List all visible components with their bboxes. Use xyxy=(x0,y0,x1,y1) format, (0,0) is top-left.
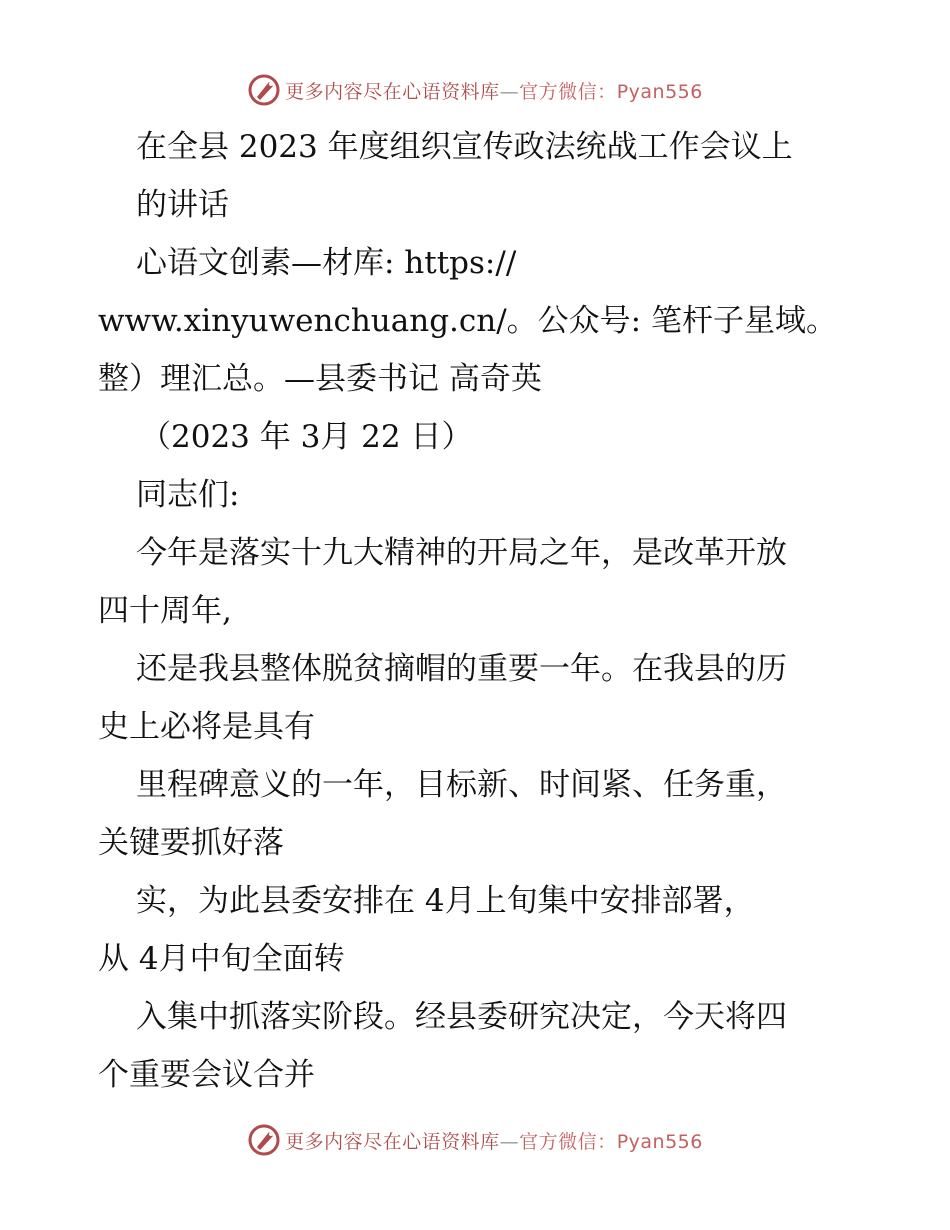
doc-line-para5-cont: 个重要会议合并 xyxy=(98,1057,315,1093)
banner-wechat-label: 官方微信： xyxy=(519,80,617,103)
doc-line-title: 在全县 2023 年度组织宣传政法统战工作会议上 xyxy=(136,129,793,165)
pen-nib-seal-icon xyxy=(247,1123,281,1157)
banner-wechat-label: 官方微信： xyxy=(519,1130,617,1153)
header-banner xyxy=(0,70,950,110)
doc-line-source: 心语文创素—材库: https:// xyxy=(136,245,517,281)
doc-line-title-cont: 的讲话 xyxy=(136,187,229,223)
doc-line-greeting: 同志们: xyxy=(136,477,240,513)
footer-banner xyxy=(0,1120,950,1160)
document-body xyxy=(98,118,858,1104)
banner-dash: — xyxy=(499,80,520,103)
doc-line-para1-cont: 四十周年, xyxy=(98,593,232,629)
doc-line-para5: 入集中抓落实阶段。经县委研究决定，今天将四 xyxy=(136,999,787,1035)
doc-line-url: www.xinyuwenchuang.cn/。公众号: 笔杆子星域。 xyxy=(98,303,837,339)
header-banner-text xyxy=(285,77,703,104)
banner-main-text: 更多内容尽在心语资料库 xyxy=(285,1130,500,1153)
banner-dash: — xyxy=(499,1130,520,1153)
doc-line-date: （2023 年 3月 22 日） xyxy=(140,419,473,455)
banner-wechat-id: Pyan556 xyxy=(616,80,703,103)
doc-line-para3: 里程碑意义的一年，目标新、时间紧、任务重， xyxy=(136,767,787,803)
doc-line-para4-cont: 从 4月中旬全面转 xyxy=(98,941,345,977)
footer-banner-text xyxy=(285,1127,703,1154)
banner-wechat-id: Pyan556 xyxy=(616,1130,703,1153)
doc-line-para1: 今年是落实十九大精神的开局之年，是改革开放 xyxy=(136,535,787,571)
banner-main-text: 更多内容尽在心语资料库 xyxy=(285,80,500,103)
doc-line-para3-cont: 关键要抓好落 xyxy=(98,825,284,861)
doc-line-author: 整）理汇总。—县委书记 高奇英 xyxy=(98,361,542,397)
pen-nib-seal-icon xyxy=(247,73,281,107)
doc-line-para2-cont: 史上必将是具有 xyxy=(98,709,315,745)
doc-line-para4: 实，为此县委安排在 4月上旬集中安排部署， xyxy=(136,883,755,919)
doc-line-para2: 还是我县整体脱贫摘帽的重要一年。在我县的历 xyxy=(136,651,787,687)
